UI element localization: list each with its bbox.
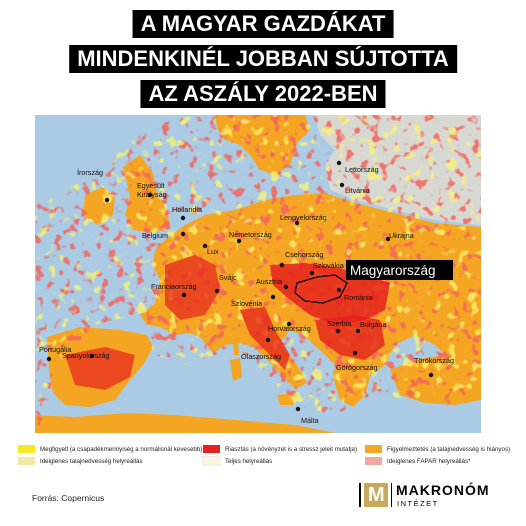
legend-swatch-fapar-recovery xyxy=(365,457,382,465)
dot-nemetorszag xyxy=(237,239,241,243)
label-gorogorszag: Görögország xyxy=(336,363,378,372)
label-lengyelorszag: Lengyelország xyxy=(280,213,327,222)
dot-ausztria xyxy=(284,285,288,289)
legend-label-fapar-recovery: Ideiglenes FAPAR helyreállás* xyxy=(387,458,471,465)
dot-lettorszag xyxy=(337,161,341,165)
legend-label-warning: Figyelmeztetés (a talajnedvesség is hiányos) xyxy=(387,446,511,453)
logo-mark xyxy=(364,483,388,507)
dot-szlovenia xyxy=(271,295,275,299)
dot-bulgaria xyxy=(356,329,360,333)
legend-swatch-warning xyxy=(365,445,382,453)
dot-franciaorszag xyxy=(182,293,186,297)
label-hollandia: Hollandia xyxy=(172,205,202,214)
logo-name: MAKRONÓM xyxy=(396,482,490,498)
logo-divider xyxy=(391,483,392,507)
label-franciaorszag: Franciaország xyxy=(151,282,197,291)
label-ausztria: Ausztria xyxy=(256,277,282,286)
legend-label-full-recovery: Teljes helyreállás xyxy=(225,458,273,465)
label-magyarorszag: Magyarország xyxy=(350,263,436,278)
logo-left-bar xyxy=(359,483,361,507)
label-egyesult-kiralysag-1: Egyesült xyxy=(137,181,165,190)
label-spanyolorszag: Spanyolország xyxy=(62,351,110,360)
legend-label-observed: Megfigyelt (a csapadékmennyiség a normálisnál kevesebb) xyxy=(40,446,203,453)
highlight-label-magyarorszag xyxy=(346,260,453,280)
dot-csehorszag xyxy=(280,263,284,267)
dot-svajc xyxy=(215,289,219,293)
drought-map xyxy=(35,115,481,433)
label-torokorszag: Törökország xyxy=(414,356,454,365)
label-olaszorszag: Olaszország xyxy=(241,352,281,361)
legend-swatch-alert xyxy=(203,445,220,453)
legend-swatch-full-recovery xyxy=(203,457,220,465)
source-note: Forrás: Copernicus xyxy=(32,493,105,503)
legend-label-temp-soil-recovery: Ideiglenes talajnedvesség helyreállás xyxy=(40,458,143,465)
label-portugalia: Portugália xyxy=(39,345,72,354)
label-belgium: Belgium xyxy=(142,231,168,240)
logo-subtitle: INTÉZET xyxy=(397,499,439,508)
dot-irorszag xyxy=(105,198,109,202)
label-szerbia: Szerbia xyxy=(327,319,352,328)
legend-swatch-observed xyxy=(18,445,35,453)
label-lux: Lux xyxy=(207,247,219,256)
dot-torokorszag xyxy=(429,373,433,377)
dot-szerbia xyxy=(336,329,340,333)
label-szlovenia: Szlovénia xyxy=(231,299,263,308)
label-irorszag: Írország xyxy=(77,168,103,177)
dot-litvania xyxy=(340,183,344,187)
dot-portugalia xyxy=(47,357,51,361)
dot-olaszorszag xyxy=(266,338,270,342)
dot-malta xyxy=(296,407,300,411)
logo-mark-letter: M xyxy=(368,484,385,506)
dot-belgium xyxy=(181,232,185,236)
label-svajc: Svájc xyxy=(219,273,237,282)
legend-swatch-temp-soil-recovery xyxy=(18,457,35,465)
label-lettorszag: Lettország xyxy=(345,165,379,174)
label-szlovakia: Szlovákia xyxy=(313,261,344,270)
dot-gorogorszag xyxy=(353,351,357,355)
label-nemetorszag: Németország xyxy=(229,230,272,239)
dot-hollandia xyxy=(181,216,185,220)
legend-label-alert: Riasztás (a növényzet is a stressz jeleit mutatja) xyxy=(225,446,358,453)
title-line-1: A MAGYAR GAZDÁKAT xyxy=(133,10,394,38)
label-litvania: Litvánia xyxy=(345,186,370,195)
label-bulgaria: Bulgária xyxy=(360,320,387,329)
dot-szlovakia xyxy=(310,271,314,275)
label-egyesult-kiralysag-2: Királyság xyxy=(137,190,167,199)
title-line-2: MINDENKINÉL JOBBAN SÚJTOTTA xyxy=(69,45,457,73)
label-malta: Málta xyxy=(301,416,319,425)
label-ukrajna: Ukrajna xyxy=(389,231,414,240)
label-romania: Románia xyxy=(344,293,373,302)
label-csehorszag: Csehország xyxy=(285,250,324,259)
title-line-3: AZ ASZÁLY 2022-BEN xyxy=(140,80,385,108)
label-horvatorszag: Horvátország xyxy=(268,324,311,333)
dot-romania xyxy=(337,288,341,292)
